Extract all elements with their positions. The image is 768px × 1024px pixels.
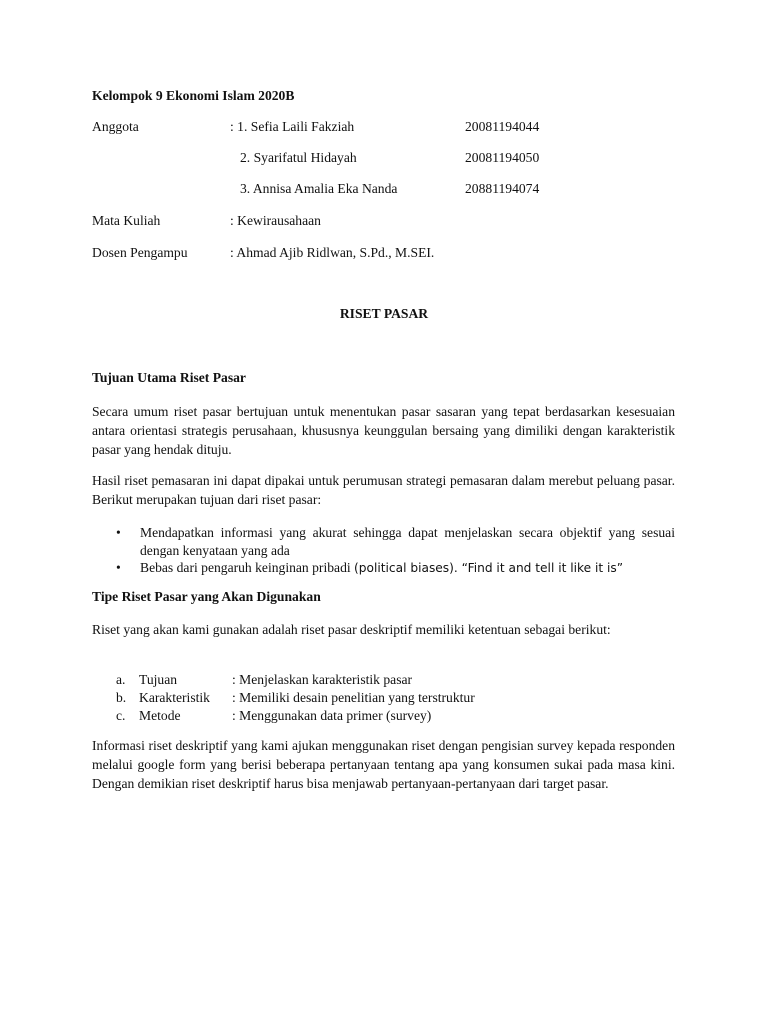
list-label: Metode [139,708,181,723]
lecturer-value: : Ahmad Ajib Ridlwan, S.Pd., M.SEI. [230,245,435,260]
list-value: : Memiliki desain penelitian yang terstruktur [232,690,475,705]
bullet-item [92,524,675,559]
member-name-1: : 1. Sefia Laili Fakziah [230,119,355,134]
list-label: Tujuan [139,672,178,687]
bullet-icon: • [116,560,121,575]
bullet-icon: • [116,525,121,540]
document-title: RISET PASAR [339,306,429,321]
members-label: Anggota [92,119,139,134]
member-name-3: 3. Annisa Amalia Eka Nanda [240,181,398,196]
member-id-2: 20081194050 [465,150,540,165]
section1-paragraph-2: Hasil riset pemasaran ini dapat dipakai untuk perumusan strategi pemasaran dalam merebut peluang pasar. Berikut merupakan tujuan dari riset pasar: [92,473,675,507]
member-name-2: 2. Syarifatul Hidayah [240,150,357,165]
section1-paragraph-1: Secara umum riset pasar bertujuan untuk menentukan pasar sasaran yang tepat berdasarkan kesesuaian antara orientasi strategis perusahaan, khususnya keunggulan bersaing yang dimiliki dengan karakteristik pasar yang hendak dituju. [92,404,675,457]
lecturer-label: Dosen Pengampu [92,245,188,260]
list-value: : Menjelaskan karakteristik pasar [232,672,413,687]
course-label: Mata Kuliah [92,213,161,228]
group-title: Kelompok 9 Ekonomi Islam 2020B [92,88,295,103]
bullet-text: Mendapatkan informasi yang akurat sehingga dapat menjelaskan secara objektif yang sesuai dengan kenyataan yang ada [140,525,675,558]
list-value: : Menggunakan data primer (survey) [232,708,432,723]
section2-paragraph-1: Riset yang akan kami gunakan adalah riset pasar deskriptif memiliki ketentuan sebagai berikut: [92,622,611,637]
section2-paragraph-2: Informasi riset deskriptif yang kami ajukan menggunakan riset dengan pengisian survey kepada responden melalui google form yang berisi beberapa pertanyaan tentang apa yang konsumen sukai pada masa kini. Dengan demikian riset deskriptif harus bisa menjawab pertanyaan-pertanyaan dari target pasar. [92,738,675,791]
list-marker: a. [116,672,126,687]
list-label: Karakteristik [139,690,210,705]
section1-heading: Tujuan Utama Riset Pasar [92,370,246,385]
member-id-1: 20081194044 [465,119,540,134]
list-marker: c. [116,708,126,723]
list-marker: b. [116,690,127,705]
bullet-text-quote: (political biases). “Find it and tell it like it is” [354,561,624,575]
purpose-bullet-list [92,524,675,578]
member-id-3: 20881194074 [465,181,540,196]
section2-heading: Tipe Riset Pasar yang Akan Digunakan [92,589,321,604]
bullet-text: Bebas dari pengaruh keinginan pribadi [140,560,355,575]
bullet-item [92,559,675,578]
course-value: : Kewirausahaan [230,213,321,228]
